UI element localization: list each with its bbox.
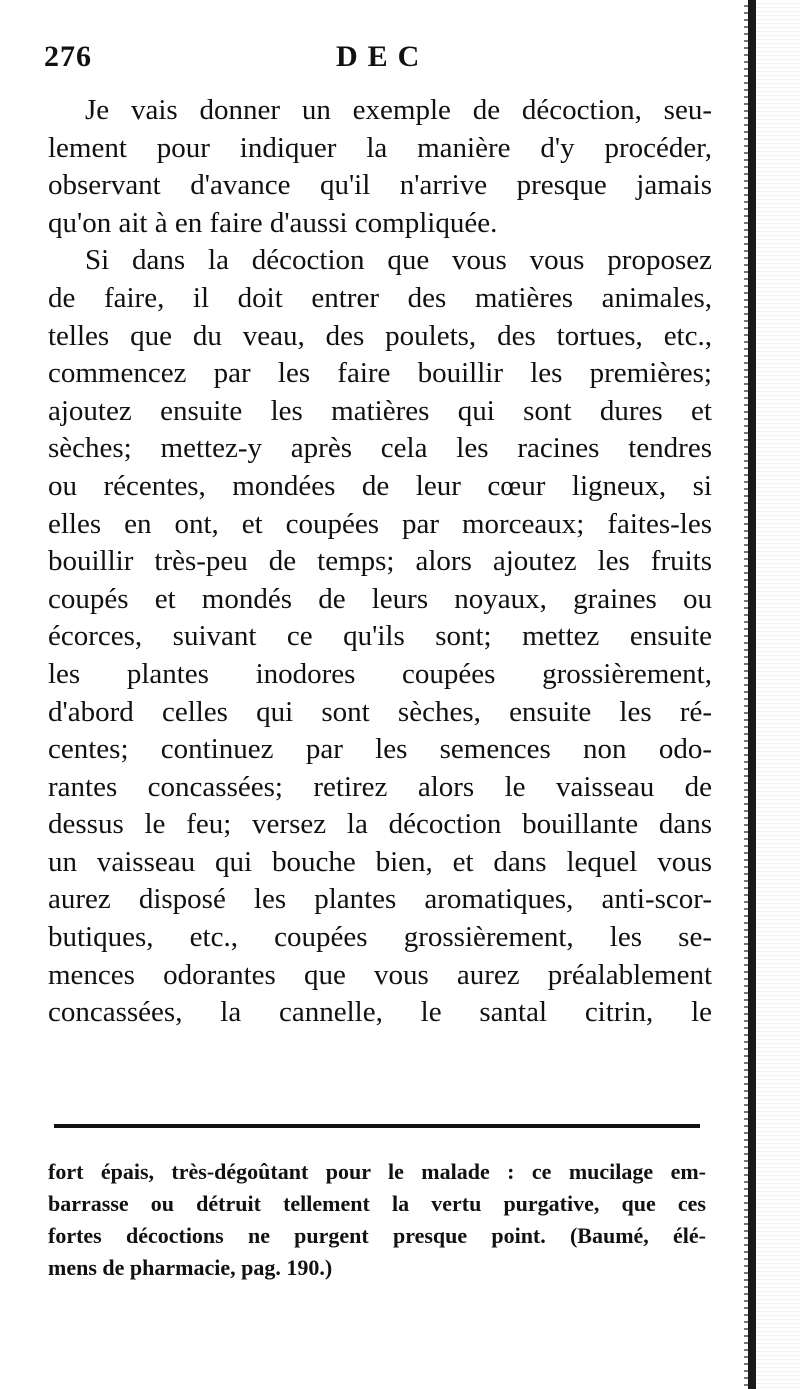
footnote-line: mens de pharmacie, pag. 190.) bbox=[48, 1255, 333, 1280]
text-line: butiques, etc., coupées grossièrement, les se- bbox=[48, 921, 712, 954]
page-number: 276 bbox=[44, 40, 92, 73]
text-line: bouillir très-peu de temps; alors ajoutez les fruits bbox=[48, 545, 712, 578]
text-line: centes; continuez par les semences non odo- bbox=[48, 733, 712, 766]
text-line: les plantes inodores coupées grossièrement, bbox=[48, 657, 712, 690]
text-line: ajoutez ensuite les matières qui sont dures et bbox=[48, 394, 712, 427]
text-line: qu'on ait à en faire d'aussi compliquée. bbox=[48, 206, 498, 239]
body-text bbox=[48, 92, 712, 1032]
running-head: DEC bbox=[336, 40, 430, 73]
text-line: mences odorantes que vous aurez préalablement bbox=[48, 958, 712, 991]
text-line: ou récentes, mondées de leur cœur ligneux, si bbox=[48, 469, 712, 502]
footnote-rule bbox=[54, 1124, 700, 1128]
text-line: un vaisseau qui bouche bien, et dans lequel vous bbox=[48, 845, 712, 878]
text-line: rantes concassées; retirez alors le vaisseau de bbox=[48, 770, 712, 803]
text-line: écorces, suivant ce qu'ils sont; mettez ensuite bbox=[48, 620, 712, 653]
footnote bbox=[48, 1156, 706, 1284]
page-edge-texture bbox=[756, 0, 800, 1389]
text-line: de faire, il doit entrer des matières animales, bbox=[48, 281, 712, 314]
footnote-line: fortes décoctions ne purgent presque point. (Baumé, élé- bbox=[48, 1223, 706, 1248]
text-line: observant d'avance qu'il n'arrive presque jamais bbox=[48, 169, 712, 202]
text-line: elles en ont, et coupées par morceaux; faites-les bbox=[48, 507, 712, 540]
text-line: telles que du veau, des poulets, des tortues, etc., bbox=[48, 319, 712, 352]
text-line: sèches; mettez-y après cela les racines tendres bbox=[48, 432, 712, 465]
text-line: commencez par les faire bouillir les premières; bbox=[48, 357, 712, 390]
text-line: dessus le feu; versez la décoction bouillante dans bbox=[48, 808, 712, 841]
page-edge-border bbox=[748, 0, 756, 1389]
text-line: lement pour indiquer la manière d'y procéder, bbox=[48, 131, 712, 164]
text-line: coupés et mondés de leurs noyaux, graines ou bbox=[48, 582, 712, 615]
text-line: Je vais donner un exemple de décoction, seu- bbox=[85, 94, 712, 126]
footnote-line: fort épais, très-dégoûtant pour le malade : ce mucilage em- bbox=[48, 1159, 706, 1184]
text-line: aurez disposé les plantes aromatiques, anti-scor- bbox=[48, 883, 712, 916]
text-line: d'abord celles qui sont sèches, ensuite les ré- bbox=[48, 695, 712, 728]
footnote-line: barrasse ou détruit tellement la vertu purgative, que ces bbox=[48, 1191, 706, 1216]
text-line: concassées, la cannelle, le santal citrin, le bbox=[48, 996, 712, 1029]
text-line: Si dans la décoction que vous vous proposez bbox=[85, 244, 712, 277]
